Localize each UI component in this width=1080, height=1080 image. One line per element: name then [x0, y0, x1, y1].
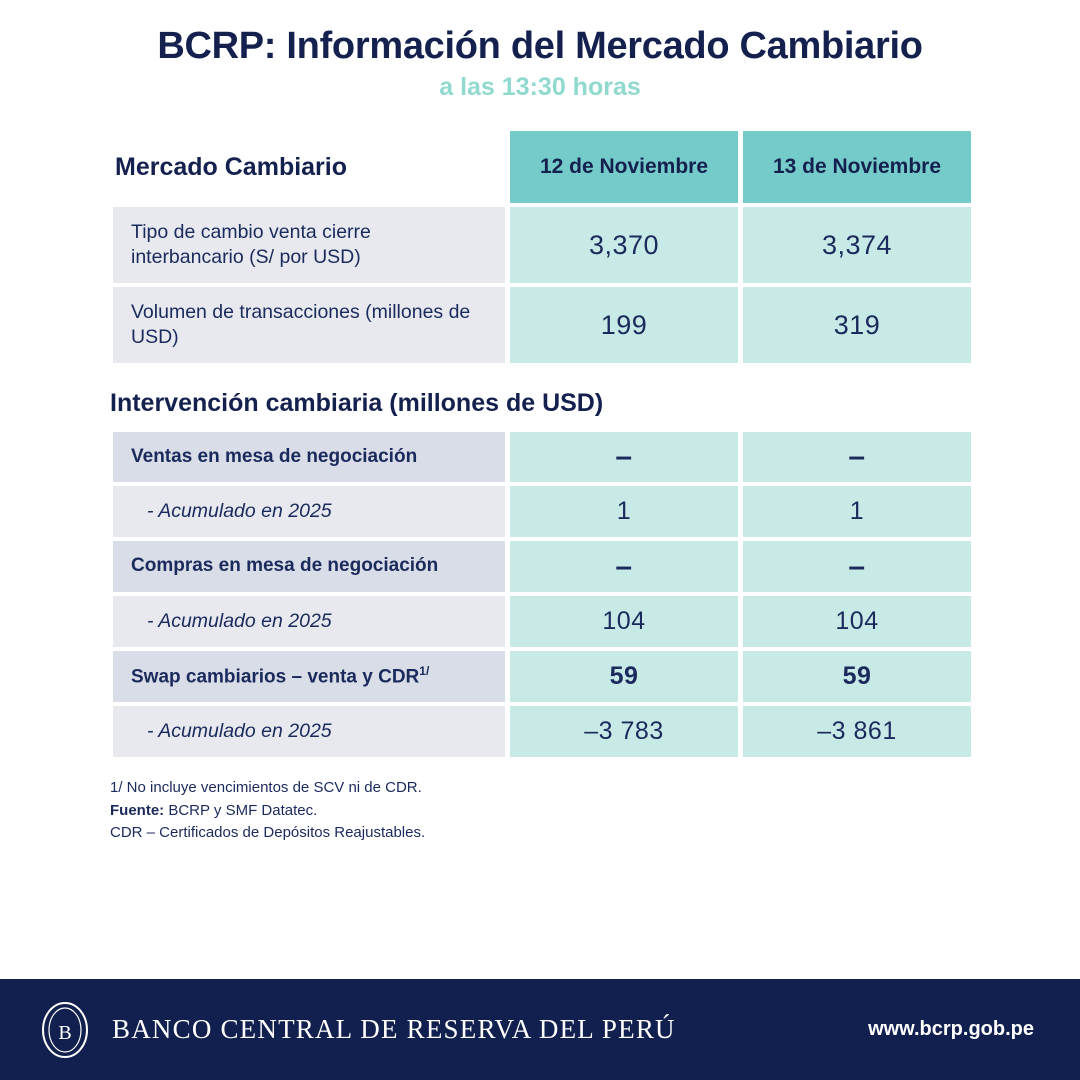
row-value-tipo-cambio-1: 3,370 — [510, 207, 738, 283]
row-value-acumulado-swap-2: –3 861 — [743, 706, 971, 757]
row-value-acumulado-compras-1: 104 — [510, 596, 738, 647]
row-value-swap-1: 59 — [510, 651, 738, 703]
row-label-acumulado-compras: - Acumulado en 2025 — [113, 596, 505, 647]
row-value-volumen-1: 199 — [510, 287, 738, 363]
page-subtitle: a las 13:30 horas — [439, 72, 641, 101]
row-label-acumulado-ventas: - Acumulado en 2025 — [113, 486, 505, 537]
source-text: BCRP y SMF Datatec. — [164, 801, 318, 819]
row-value-ventas-mesa-1: – — [510, 432, 738, 482]
column-header-date-2: 13 de Noviembre — [743, 131, 971, 203]
row-value-acumulado-ventas-2: 1 — [743, 486, 971, 537]
row-value-acumulado-compras-2: 104 — [743, 596, 971, 647]
row-value-volumen-2: 319 — [743, 287, 971, 363]
row-value-swap-2: 59 — [743, 651, 971, 703]
section-title-intervencion: Intervención cambiaria (millones de USD) — [110, 389, 604, 418]
row-value-acumulado-swap-1: –3 783 — [510, 706, 738, 757]
intervention-table — [108, 428, 976, 761]
column-header-date-1: 12 de Noviembre — [510, 131, 738, 203]
svg-text:B: B — [58, 1021, 72, 1044]
page-title: BCRP: Información del Mercado Cambiario — [157, 25, 923, 67]
footer-bar — [0, 979, 1080, 1080]
row-value-tipo-cambio-2: 3,374 — [743, 207, 971, 283]
table-row — [113, 541, 971, 591]
row-value-acumulado-ventas-1: 1 — [510, 486, 738, 537]
bcrp-logo-icon — [38, 1001, 92, 1059]
footnote-cdr: CDR – Certificados de Depósitos Reajustables. — [110, 824, 426, 842]
row-value-ventas-mesa-2: – — [743, 432, 971, 482]
footer-institution-name: BANCO CENTRAL DE RESERVA DEL PERÚ — [112, 1014, 676, 1044]
row-value-compras-mesa-1: – — [510, 541, 738, 591]
table-row — [113, 432, 971, 482]
row-label-swap-cambiarios — [113, 651, 505, 703]
row-value-compras-mesa-2: – — [743, 541, 971, 591]
table-row — [113, 207, 971, 283]
footer-website-url[interactable]: www.bcrp.gob.pe — [868, 1018, 1034, 1040]
table-row — [113, 706, 971, 757]
row-label-compras-mesa: Compras en mesa de negociación — [113, 541, 505, 591]
footnote-marker: 1/ — [419, 663, 430, 678]
source-label: Fuente: — [110, 801, 165, 819]
footer-brand — [38, 1001, 676, 1059]
exchange-market-table — [108, 127, 976, 367]
row-label-tipo-cambio: Tipo de cambio venta cierre interbancario (S/ por USD) — [113, 207, 505, 283]
table-row — [113, 596, 971, 647]
table-header-row — [113, 131, 971, 203]
footnote-source — [110, 800, 972, 823]
footnotes — [108, 777, 972, 845]
swap-label-text: Swap cambiarios – venta y CDR — [131, 665, 420, 687]
table-row — [113, 651, 971, 703]
footnote-1: 1/ No incluye vencimientos de SCV ni de CDR. — [110, 779, 422, 797]
table-row — [113, 287, 971, 363]
row-label-volumen: Volumen de transacciones (millones de USD) — [113, 287, 505, 363]
row-label-ventas-mesa: Ventas en mesa de negociación — [113, 432, 505, 482]
table-row — [113, 486, 971, 537]
table1-title: Mercado Cambiario — [115, 152, 348, 181]
row-label-acumulado-swap: - Acumulado en 2025 — [113, 706, 505, 757]
